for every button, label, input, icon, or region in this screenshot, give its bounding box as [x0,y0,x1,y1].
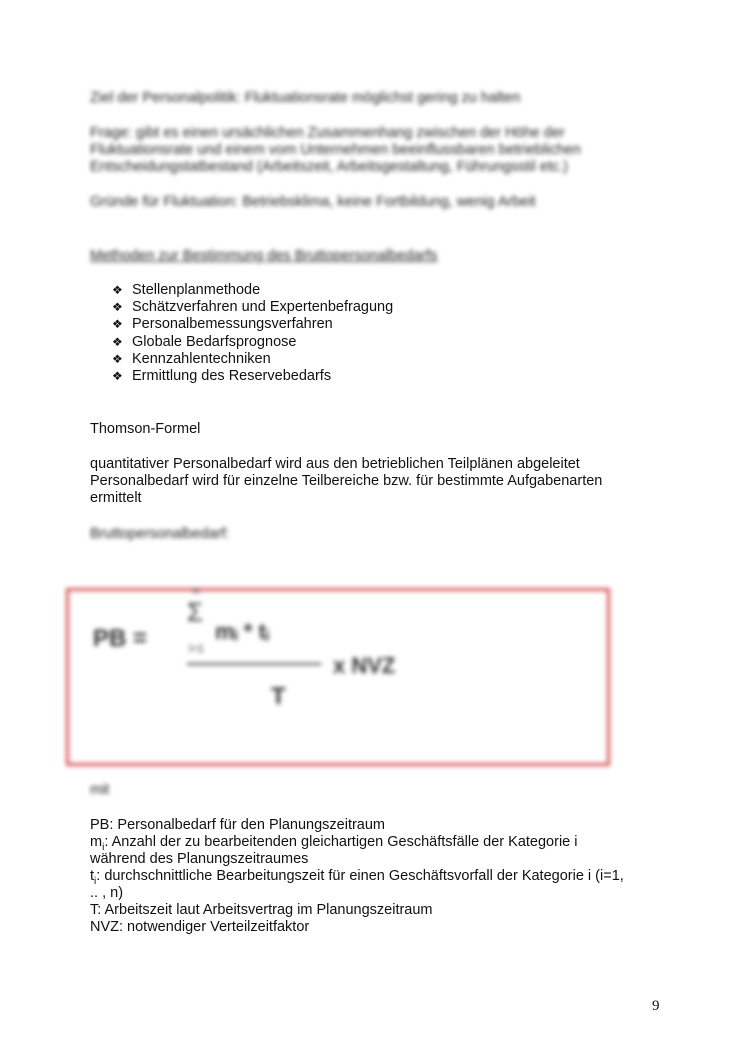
definition-nvz: NVZ: notwendiger Verteilzeitfaktor [90,919,310,935]
diamond-bullet-icon: ❖ [112,334,123,349]
list-item: ❖ Personalbemessungsverfahren [112,316,333,333]
formula-factor: x NVZ [333,653,396,678]
list-item: ❖ Ermittlung des Reservebedarfs [112,368,332,385]
definition-pb: PB: Personalbedarf für den Planungszeitraum [90,817,386,833]
definition-ti-cont: .. , n) [90,885,124,901]
blurred-heading-methods: Methoden zur Bestimmung des Bruttopersonalbedarfs [90,248,438,264]
definition-mi-cont: während des Planungszeitraumes [90,851,309,867]
blurred-brutto-label: Bruttopersonalbedarf: [90,526,230,542]
sum-icon: Σ [187,597,204,627]
blurred-line-reasons: Gründe für Fluktuation: Betriebsklima, keine Fortbildung, wenig Arbeit [90,194,536,210]
page-number: 9 [652,998,660,1014]
formula-lhs: PB = [93,625,148,652]
diamond-bullet-icon: ❖ [112,369,123,384]
fraction-bar [187,663,321,665]
definition-mi: $m_i$: Anzahl der zu bearbeitenden gleichartigen Geschäftsfälle der Kategorie i [90,834,578,853]
blurred-line-question-3: Entscheidungstatbestand (Arbeitszeit, Arbeitsgestaltung, Führungsstil etc.) [90,159,568,175]
list-item: ❖ Globale Bedarfsprognose [112,333,297,350]
blurred-line-question-2: Fluktuationsrate und einem vom Unternehmen beeinflussbaren betrieblichen [90,142,581,158]
list-item: ❖ Schätzverfahren und Expertenbefragung [112,299,394,316]
formula-box [66,585,610,766]
list-item: ❖ Kennzahlentechniken [112,350,271,367]
formula-upper-limit: n [193,585,200,597]
definition-ti: $t_i$: durchschnittliche Bearbeitungszeit für einen Geschäftsvorfall der Kategorie i (i=1, [90,868,624,887]
paragraph-line-2: Personalbedarf wird für einzelne Teilbereiche bzw. für bestimmte Aufgabenarten [90,473,603,489]
diamond-bullet-icon: ❖ [112,351,123,366]
list-item: ❖ Stellenplanmethode [112,282,261,298]
diamond-bullet-icon: ❖ [112,300,123,315]
thomson-heading: Thomson-Formel [90,421,201,437]
blurred-line-question-1: Frage: gibt es einen ursächlichen Zusammenhang zwischen der Höhe der [90,125,565,141]
paragraph-line-3: ermittelt [90,490,142,506]
definition-t: T: Arbeitszeit laut Arbeitsvertrag im Planungszeitraum [90,902,433,918]
paragraph-line-1: quantitativer Personalbedarf wird aus den betrieblichen Teilplänen abgeleitet [90,456,580,472]
diamond-bullet-icon: ❖ [112,283,123,297]
formula-lower-limit: i=1 [189,643,204,655]
blurred-mit-label: mit [90,782,110,798]
methods-list [112,282,393,385]
blurred-line-goal: Ziel der Personalpolitik: Fluktuationsrate möglichst gering zu halten [90,90,521,106]
formula-denominator: T [271,683,286,710]
diamond-bullet-icon: ❖ [112,317,123,332]
formula-numerator: mᵢ * tᵢ [215,619,269,644]
